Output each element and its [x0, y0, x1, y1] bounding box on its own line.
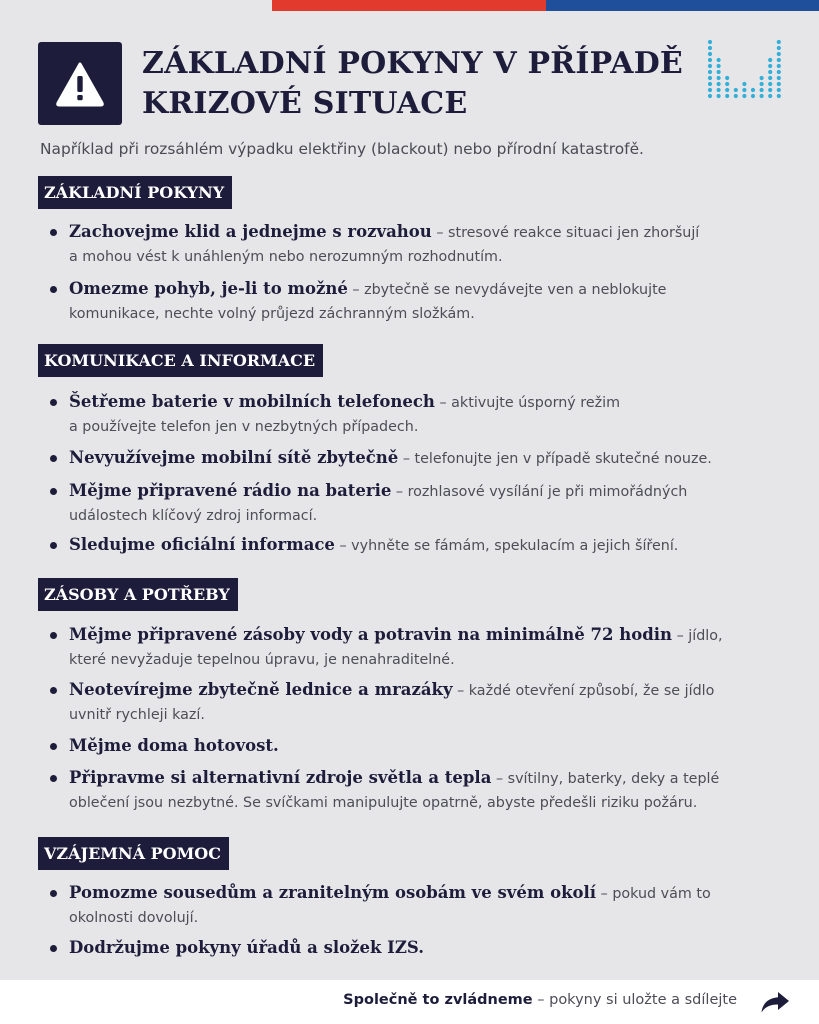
share-arrow-icon[interactable] — [760, 990, 790, 1014]
list-item — [50, 880, 770, 935]
item-text: – aktivujte úsporný režim — [434, 395, 621, 411]
section-heading-supplies: ZÁSOBY A POTŘEBY — [38, 578, 238, 611]
footer-note: – pokyny si uložte a sdílejte — [532, 992, 737, 1008]
item-text-continued: a používejte telefon jen v nezbytných případech. — [69, 419, 419, 435]
list-item — [50, 478, 770, 532]
list-item — [50, 677, 770, 733]
item-bold: Mějme připravené rádio na baterie — [69, 481, 392, 500]
footer-bar — [0, 980, 819, 1024]
footer-slogan: Společně to zvládneme — [343, 992, 533, 1008]
item-text-continued: okolnosti dovolují. — [69, 910, 199, 926]
item-bold: Dodržujme pokyny úřadů a složek IZS. — [69, 938, 425, 957]
list-item — [50, 389, 770, 445]
item-text: – stresové reakce situaci jen zhoršují — [431, 225, 700, 241]
list-item — [50, 765, 770, 814]
footer-share-text — [343, 992, 737, 1008]
item-text: – rozhlasové vysílání je při mimořádných — [391, 484, 688, 500]
item-bold: Mějme doma hotovost. — [69, 736, 279, 755]
section-heading-basic: ZÁKLADNÍ POKYNY — [38, 176, 232, 209]
item-text: – svítilny, baterky, deky a teplé — [491, 771, 720, 787]
top-accent-bar-red — [272, 0, 546, 11]
page-title — [142, 44, 683, 124]
section-list-supplies — [50, 622, 770, 814]
item-text: – zbytečně se nevydávejte ven a neblokujte — [347, 282, 667, 298]
item-bold: Neotevírejme zbytečně lednice a mrazáky — [69, 680, 453, 699]
section-heading-mutual-help: VZÁJEMNÁ POMOC — [38, 837, 229, 870]
item-text: – jídlo, — [672, 628, 723, 644]
item-text-continued: komunikace, nechte volný průjezd záchranným složkám. — [69, 306, 475, 322]
top-accent-bar-blue — [546, 0, 819, 11]
item-bold: Připravme si alternativní zdroje světla a tepla — [69, 768, 492, 787]
item-bold: Šetřeme baterie v mobilních telefonech — [69, 392, 435, 411]
item-bold: Sledujme oficiální informace — [69, 535, 335, 554]
warning-triangle-icon — [55, 61, 105, 107]
list-item — [50, 276, 770, 325]
intro-text: Například při rozsáhlém výpadku elektřiny (blackout) nebo přírodní katastrofě. — [40, 140, 644, 158]
section-list-basic — [50, 219, 770, 325]
item-bold: Nevyužívejme mobilní sítě zbytečně — [69, 448, 399, 467]
list-item — [50, 935, 770, 961]
item-text: – pokud vám to — [596, 886, 711, 902]
item-text-continued: událostech klíčový zdroj informací. — [69, 508, 318, 524]
page-title-line-1: ZÁKLADNÍ POKYNY V PŘÍPADĚ — [142, 46, 683, 81]
item-text: – vyhněte se fámám, spekulacím a jejich šíření. — [334, 538, 679, 554]
section-list-communication — [50, 389, 770, 559]
section-list-mutual-help — [50, 880, 770, 961]
item-text-continued: které nevyžaduje tepelnou úpravu, je nenahraditelné. — [69, 652, 455, 668]
item-text: – telefonujte jen v případě skutečné nouze. — [398, 451, 712, 467]
list-item — [50, 532, 770, 559]
section-heading-communication: KOMUNIKACE A INFORMACE — [38, 344, 323, 377]
warning-badge — [38, 42, 122, 125]
list-item — [50, 219, 770, 276]
item-bold: Zachovejme klid a jednejme s rozvahou — [69, 222, 432, 241]
item-bold: Mějme připravené zásoby vody a potravin na minimálně 72 hodin — [69, 625, 673, 644]
list-item — [50, 733, 770, 765]
item-bold: Pomozme sousedům a zranitelným osobám ve svém okolí — [69, 883, 597, 902]
dot-matrix-logo-icon — [706, 38, 786, 100]
item-text-continued: a mohou vést k unáhleným nebo nerozumným rozhodnutím. — [69, 249, 503, 265]
item-bold: Omezme pohyb, je-li to možné — [69, 279, 348, 298]
list-item — [50, 445, 770, 478]
list-item — [50, 622, 770, 677]
item-text-continued: uvnitř rychleji kazí. — [69, 707, 205, 723]
item-text-continued: oblečení jsou nezbytné. Se svíčkami manipulujte opatrně, abyste předešli riziku požáru. — [69, 795, 698, 811]
page-title-line-2: KRIZOVÉ SITUACE — [142, 86, 468, 121]
item-text: – každé otevření způsobí, že se jídlo — [452, 683, 715, 699]
